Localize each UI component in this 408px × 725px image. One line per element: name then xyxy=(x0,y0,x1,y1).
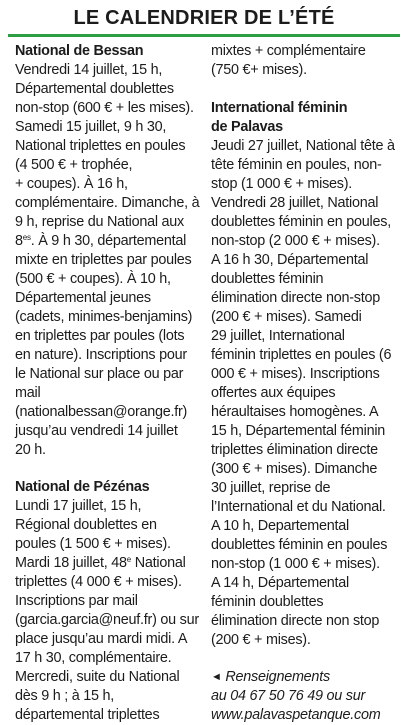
palavas-line: 000 € + mises). Inscriptions xyxy=(211,366,380,382)
bessan-line: 20 h. xyxy=(15,442,46,458)
info-block xyxy=(211,668,399,725)
palavas-line: (200 € + mises). Samedi xyxy=(211,309,362,325)
section-spacer xyxy=(211,650,399,668)
palavas-section xyxy=(211,99,399,650)
palavas-line: non-stop (2 000 € + mises). xyxy=(211,233,380,249)
palavas-line: A 14 h, Départemental xyxy=(211,575,349,591)
ordinal-suffix: e xyxy=(126,555,131,564)
palavas-line: (300 € + mises). Dimanche xyxy=(211,461,378,477)
bessan-line: 9 h, reprise du National aux xyxy=(15,214,184,230)
palavas-line: doublettes féminin en poules xyxy=(211,537,388,553)
pezenas-line: place jusqu’au mardi midi. A xyxy=(15,631,188,647)
triangle-arrow-icon: ◄ xyxy=(211,671,222,683)
bessan-line: en triplettes par poules (lots xyxy=(15,328,185,344)
pezenas-line: 17 h 30, complémentaire. xyxy=(15,650,172,666)
palavas-line: l’International et du National. xyxy=(211,499,386,515)
palavas-line: offertes aux équipes xyxy=(211,385,336,401)
pezenas-email: (garcia.garcia@neuf.fr) ou sur xyxy=(15,612,199,628)
bessan-line: Samedi 15 juillet, 9 h 30, xyxy=(15,119,167,135)
bessan-heading: National de Bessan xyxy=(15,43,144,59)
pezenas-line: poules (1 500 € + mises). xyxy=(15,536,171,552)
info-website: www.palavaspetanque.com xyxy=(211,707,381,723)
palavas-line: tête féminin en poules, non- xyxy=(211,157,382,173)
palavas-line: féminin triplettes en poules (6 xyxy=(211,347,392,363)
info-phone: au 04 67 50 76 49 ou sur xyxy=(211,688,366,704)
bessan-email: (nationalbessan@orange.fr) xyxy=(15,404,188,420)
bessan-line: complémentaire. Dimanche, à xyxy=(15,195,200,211)
info-line xyxy=(211,668,399,687)
palavas-line: A 16 h 30, Départemental xyxy=(211,252,369,268)
palavas-line: A 10 h, Departemental xyxy=(211,518,349,534)
bessan-line: Départemental jeunes xyxy=(15,290,151,306)
bessan-line: (cadets, minimes-benjamins) xyxy=(15,309,193,325)
bessan-line-8e xyxy=(15,232,205,251)
bessan-line: Vendredi 14 juillet, 15 h, xyxy=(15,62,163,78)
pezenas-line: Lundi 17 juillet, 15 h, xyxy=(15,498,142,514)
palavas-line: stop (1 000 € + mises). xyxy=(211,176,353,192)
pezenas-line: Inscriptions par mail xyxy=(15,593,138,609)
section-spacer xyxy=(211,80,399,99)
info-label: Renseignements xyxy=(225,669,330,685)
palavas-line: 30 juillet, reprise de xyxy=(211,480,331,496)
ordinal-number: Mardi 18 juillet, 48 xyxy=(15,555,127,571)
bessan-line: (500 € + coupes). À 10 h, xyxy=(15,271,171,287)
section-spacer xyxy=(15,460,205,478)
pezenas-heading: National de Pézénas xyxy=(15,479,150,495)
palavas-line: doublettes féminin en poules, xyxy=(211,214,391,230)
palavas-heading: International féminin xyxy=(211,100,348,116)
pezenas-line-48e xyxy=(15,554,205,573)
pezenas-line: Régional doublettes en xyxy=(15,517,157,533)
ordinal-rest: . À 9 h 30, départemental xyxy=(30,233,187,249)
title-underline xyxy=(8,34,400,37)
palavas-line: héraultaises homogènes. A xyxy=(211,404,379,420)
bessan-line: + coupes). À 16 h, xyxy=(15,176,128,192)
bessan-line: mixte en triplettes par poules xyxy=(15,252,192,268)
left-column xyxy=(15,42,205,725)
right-column xyxy=(211,42,399,725)
bessan-line: National triplettes en poules xyxy=(15,138,186,154)
page-title: LE CALENDRIER DE L’ÉTÉ xyxy=(73,7,335,29)
palavas-heading: de Palavas xyxy=(211,119,283,135)
pezenas-line: Mercredi, suite du National xyxy=(15,669,180,685)
bessan-line: mail xyxy=(15,385,41,401)
palavas-line: élimination directe non stop xyxy=(211,613,380,629)
pezenas-line: (750 €+ mises). xyxy=(211,62,307,78)
palavas-line: 29 juillet, International xyxy=(211,328,345,344)
pezenas-line: dès 9 h ; à 15 h, xyxy=(15,688,114,704)
bessan-line: (4 500 € + trophée, xyxy=(15,157,133,173)
pezenas-line: mixtes + complémentaire xyxy=(211,43,366,59)
pezenas-continued xyxy=(211,42,399,80)
palavas-line: triplettes élimination directe xyxy=(211,442,378,458)
palavas-line: 15 h, Départemental féminin xyxy=(211,423,386,439)
palavas-line: non-stop (1 000 € + mises). xyxy=(211,556,380,572)
palavas-line: Vendredi 28 juillet, National xyxy=(211,195,379,211)
pezenas-line: départemental triplettes xyxy=(15,707,160,723)
ordinal-rest: National xyxy=(131,555,186,571)
pezenas-section xyxy=(15,478,205,725)
bessan-section xyxy=(15,42,205,460)
pezenas-line: triplettes (4 000 € + mises). xyxy=(15,574,182,590)
bessan-line: Départemental doublettes xyxy=(15,81,174,97)
ordinal-suffix: es xyxy=(22,233,31,242)
palavas-line: doublettes féminin xyxy=(211,271,324,287)
palavas-line: (200 € + mises). xyxy=(211,632,311,648)
bessan-line: jusqu’au vendredi 14 juillet xyxy=(15,423,178,439)
bessan-line: le National sur place ou par xyxy=(15,366,184,382)
palavas-line: Jeudi 27 juillet, National tête à xyxy=(211,138,395,154)
ordinal-number: 8 xyxy=(15,233,23,249)
bessan-line: non-stop (600 € + les mises). xyxy=(15,100,194,116)
palavas-line: élimination directe non-stop xyxy=(211,290,380,306)
bessan-line: en nature). Inscriptions pour xyxy=(15,347,187,363)
palavas-line: féminin doublettes xyxy=(211,594,324,610)
